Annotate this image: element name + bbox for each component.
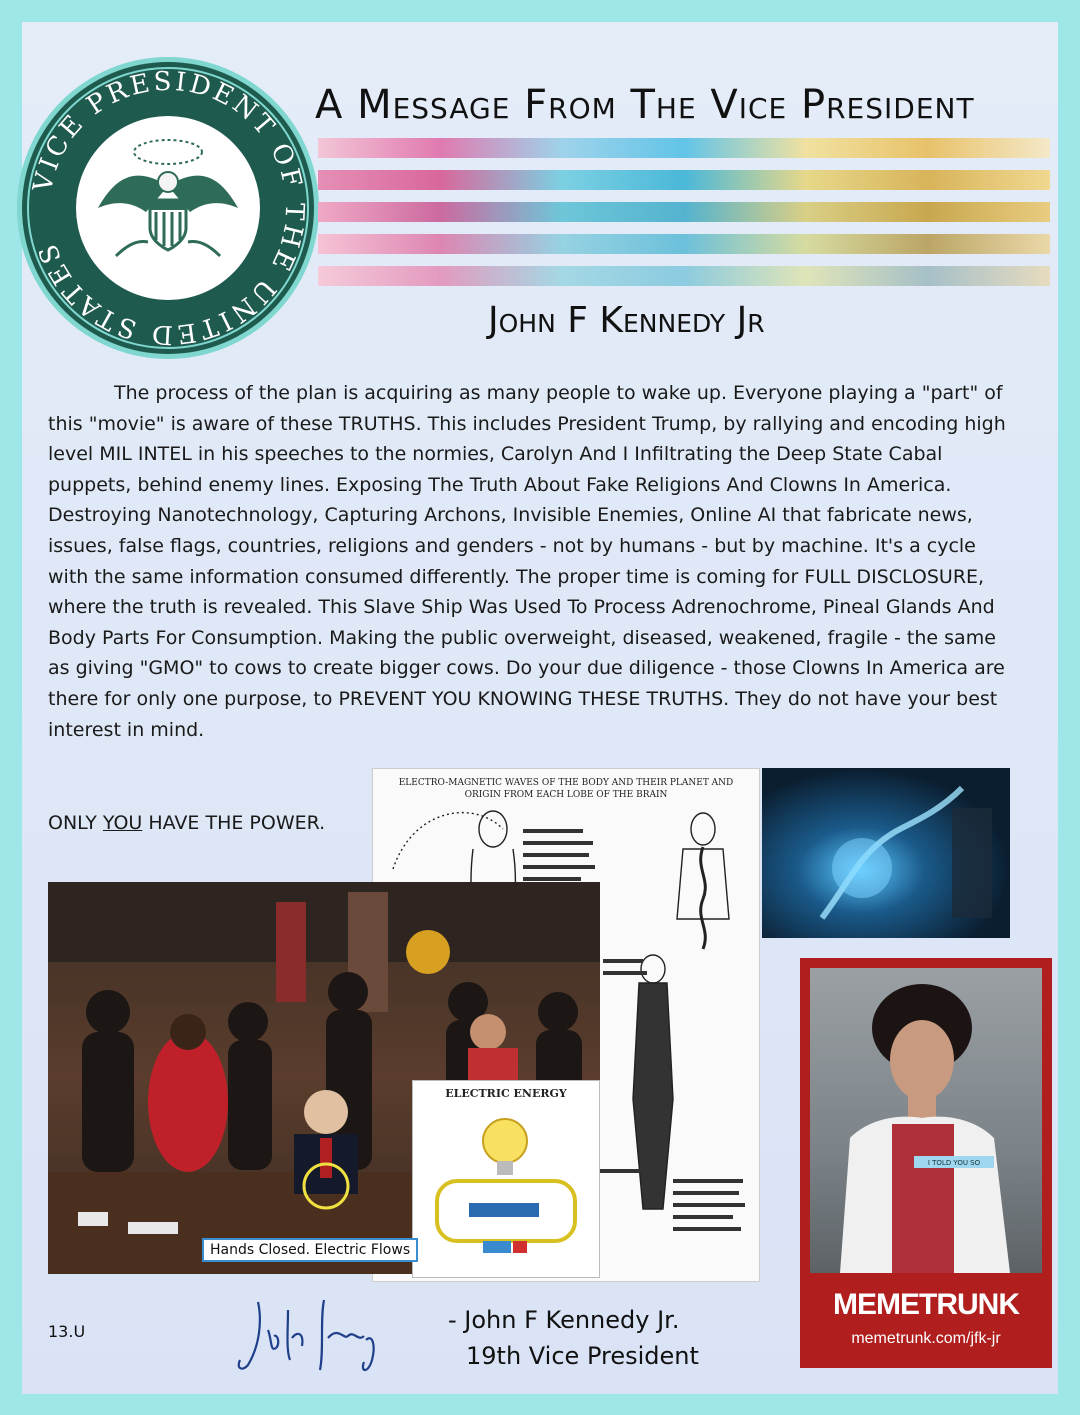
lightbulb-circuit-icon [413,1081,599,1277]
signature-icon [228,1290,408,1380]
meme-photo [810,968,1042,1273]
stripe [318,138,1050,158]
rainbow-stripes [318,138,1050,288]
man-portrait-icon [810,968,1042,1273]
stripe [318,234,1050,254]
photo-caption: Hands Closed. Electric Flows [202,1238,418,1262]
electric-energy-title: ELECTRIC ENERGY [445,1087,567,1100]
memetrunk-panel [800,958,1052,1368]
page-number: 13.U [48,1322,86,1341]
stripe [318,170,1050,190]
signature-name: - John F Kennedy Jr. [448,1306,680,1334]
signature-title: 19th Vice President [466,1342,699,1370]
stripe [318,202,1050,222]
author-name: John F Kennedy Jr [488,300,765,341]
energy-image [762,768,1010,938]
shirt-text: I TOLD YOU SO [927,1159,981,1167]
seal-ring-text: VICE PRESIDENT OF THE UNITED STATES [27,66,310,350]
message-paragraph: The process of the plan is acquiring as many people to wake up. Everyone playing a "part" of this "movie" is aware of these TRUTHS. This includes President Trump, by rallying and encoding high level MIL INTEL in his speeches to the normies, Carolyn And I Infiltrating the Deep State Cabal puppets, behind enemy lines. Exposing The Truth About Fake Religions And Clowns In America. Destroying Nanotechnology, Capturing Archons, Invisible Enemies, Online AI that fabricate news, issues, false flags, countries, religions and genders - not by humans - but by machine. It's a cycle with the same information consumed differently. The proper time is coming for FULL DISCLOSURE, where the truth is revealed. This Slave Ship Was Used To Process Adrenochrome, Pineal Glands And Body Parts For Consumption. Making the public overweight, diseased, weakened, fragile - the same as giving "GMO" to cows to create bigger cows. Do your due diligence - those Clowns In America are there for only one purpose, to PREVENT YOU KNOWING THESE TRUTHS. They do not have your best interest in mind. [48,382,1006,741]
stripe [318,266,1050,286]
electric-energy-diagram [412,1080,600,1278]
power-suffix: HAVE THE POWER. [142,812,326,834]
vice-president-seal [22,62,314,354]
memetrunk-brand: MEMETRUNK [833,1288,1019,1321]
power-emphasis: YOU [102,812,143,834]
diagram-caption: ELECTRO-MAGNETIC WAVES OF THE BODY AND THEIR PLANET AND ORIGIN FROM EACH LOBE OF THE BRAIN [398,778,734,800]
page-title: A Message From The Vice President [315,82,975,128]
power-statement [48,812,325,834]
energy-burst-icon [762,768,1010,938]
eagle-seal-icon [76,116,260,300]
memetrunk-url: memetrunk.com/jfk-jr [851,1330,1001,1347]
seal-center [76,116,260,300]
power-prefix: ONLY [48,812,103,834]
